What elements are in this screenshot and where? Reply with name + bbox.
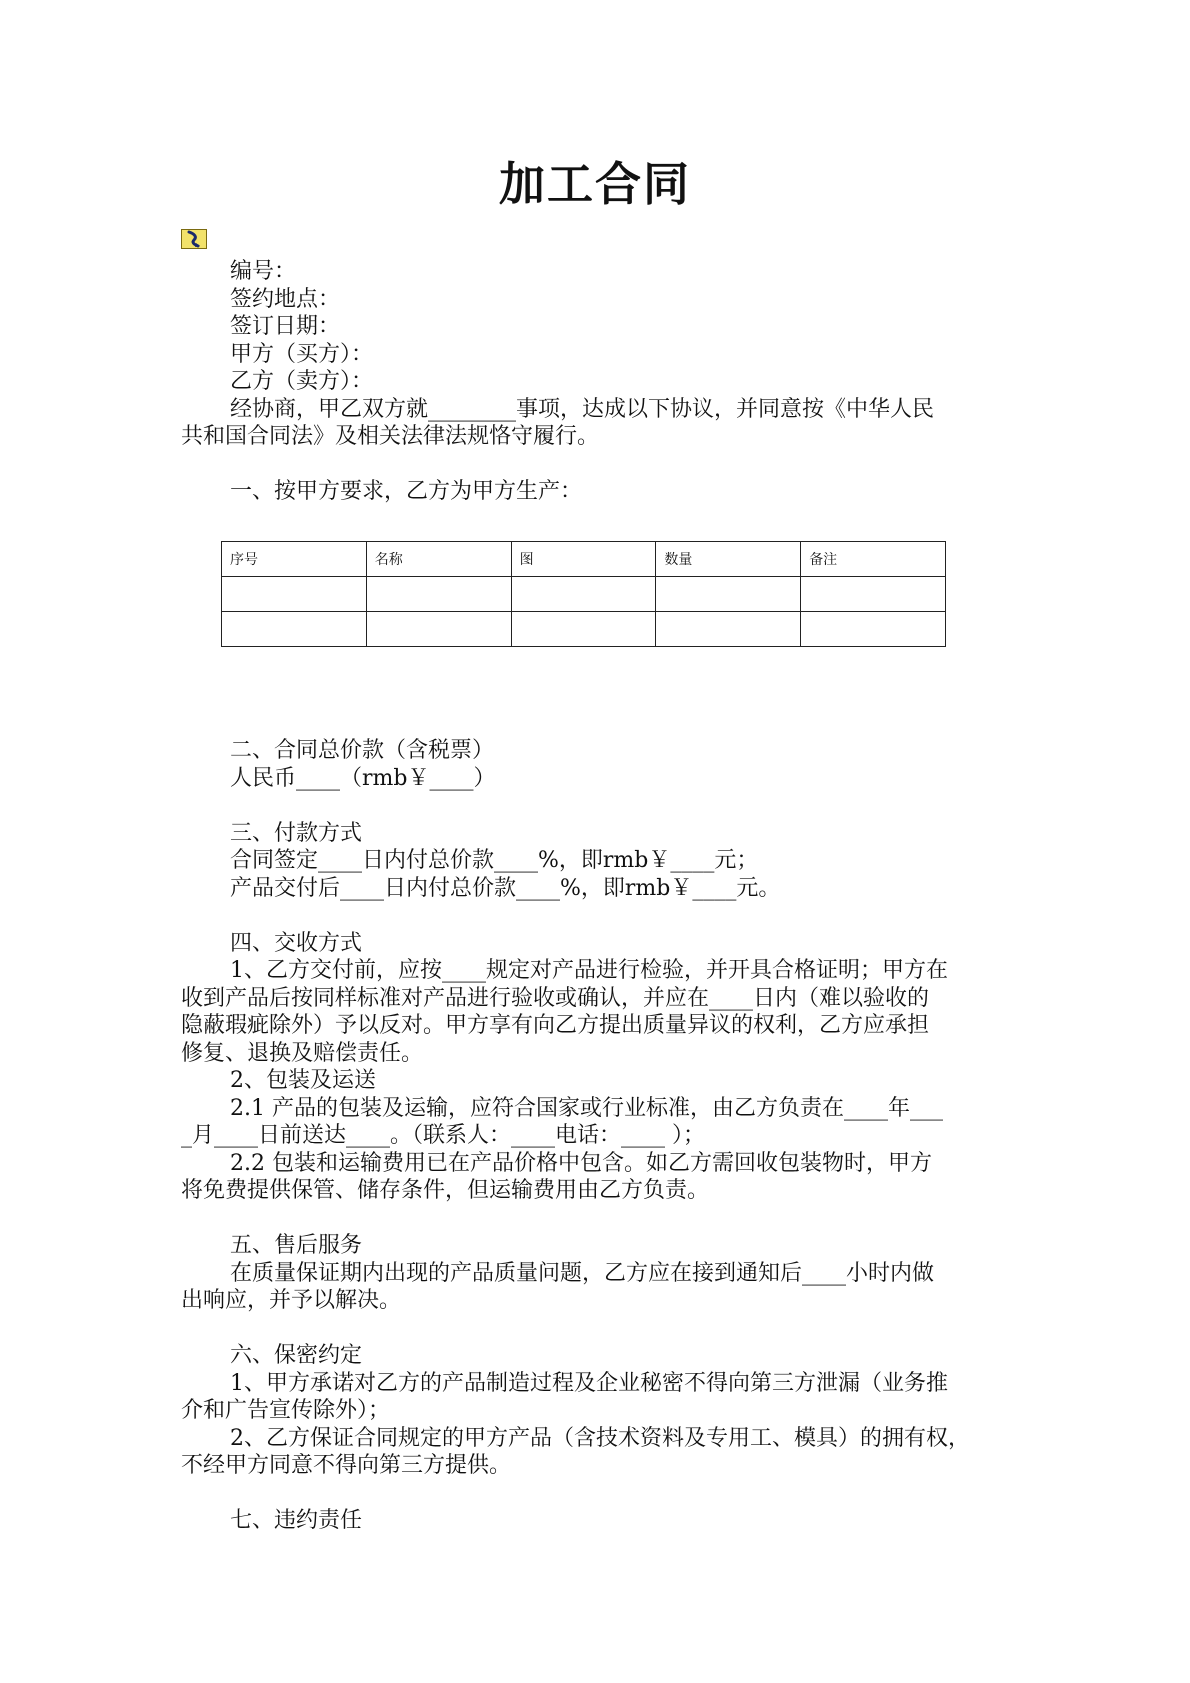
table-cell [222,612,367,647]
field-party-a: 甲方（买方）： [230,341,374,367]
section-5-heading: 五、售后服务 [230,1233,363,1258]
document-attachment-icon[interactable] [181,229,207,249]
contract-header [181,258,1021,506]
contract-body [181,737,1021,1535]
table-row [222,612,946,647]
section-3-heading: 三、付款方式 [230,820,363,846]
table-header-cell: 图 [511,542,656,577]
section-6-p1-line-2: 介和广告宣传除外）； [181,1398,391,1423]
field-party-b: 乙方（卖方）： [230,369,374,394]
section-1-heading: 一、按甲方要求，乙方为甲方生产： [230,479,583,504]
section-4-p1-line-4: 修复、退换及赔偿责任。 [181,1040,424,1066]
table-header-cell: 序号 [222,542,367,577]
section-4-p1-line-1: 1、乙方交付前，应按____规定对产品进行检验，并开具合格证明；甲方在 [230,958,948,983]
section-4-p21-line-2: _月____日前送达____。（联系人：____电话：____ ）； [181,1123,705,1148]
section-4-sub-2-heading: 2、包装及运送 [230,1068,376,1093]
section-6-p2-line-2: 不经甲方同意不得向第三方提供。 [181,1453,512,1478]
product-table [221,541,946,647]
intro-line-1: 经协商，甲乙双方就________事项，达成以下协议，并同意按《中华人民 [230,396,935,422]
table-header-row [222,542,946,577]
table-header-cell: 名称 [366,542,511,577]
table-cell [801,612,946,647]
table-cell [656,612,801,647]
section-4-p21-line-1: 2.1 产品的包装及运输，应符合国家或行业标准，由乙方负责在____年___ [230,1095,943,1121]
table-header-cell: 数量 [656,542,801,577]
document-title: 加工合同 [499,157,691,211]
field-signing-date: 签订日期： [230,314,341,339]
table-cell [511,612,656,647]
section-6-heading: 六、保密约定 [230,1343,363,1368]
table-cell [801,577,946,612]
section-4-heading: 四、交收方式 [230,930,363,956]
section-3-line-2: 产品交付后____日内付总价款____%，即rmb￥____元。 [230,875,781,901]
section-6-p2-line-1: 2、乙方保证合同规定的甲方产品（含技术资料及专用工、模具）的拥有权， [230,1425,970,1451]
section-5-line-1: 在质量保证期内出现的产品质量问题，乙方应在接到通知后____小时内做 [230,1260,935,1286]
field-contract-number: 编号： [230,259,297,284]
table-cell [511,577,656,612]
table-cell [222,577,367,612]
section-4-p22-line-1: 2.2 包装和运输费用已在产品价格中包含。如乙方需回收包装物时，甲方 [230,1150,932,1176]
intro-line-2: 共和国合同法》及相关法律法规恪守履行。 [181,424,600,449]
table-header-cell: 备注 [801,542,946,577]
section-3-line-1: 合同签定____日内付总价款____%，即rmb￥____元； [230,848,759,873]
table-row [222,577,946,612]
section-4-p22-line-2: 将免费提供保管、储存条件，但运输费用由乙方负责。 [181,1178,710,1203]
section-4-p1-line-3: 隐蔽瑕疵除外）予以反对。甲方享有向乙方提出质量异议的权利，乙方应承担 [181,1013,930,1038]
table-cell [366,612,511,647]
section-2-heading: 二、合同总价款（含税票） [230,738,495,763]
table-cell [366,577,511,612]
section-4-p1-line-2: 收到产品后按同样标准对产品进行验收或确认，并应在____日内（难以验收的 [181,985,930,1011]
section-7-heading: 七、违约责任 [230,1508,363,1533]
section-6-p1-line-1: 1、甲方承诺对乙方的产品制造过程及企业秘密不得向第三方泄漏（业务推 [230,1370,948,1396]
table-cell [656,577,801,612]
section-5-line-2: 出响应，并予以解决。 [181,1288,402,1313]
field-signing-place: 签约地点： [230,286,341,312]
section-2-price-line: 人民币____（rmb￥____） [230,765,496,791]
